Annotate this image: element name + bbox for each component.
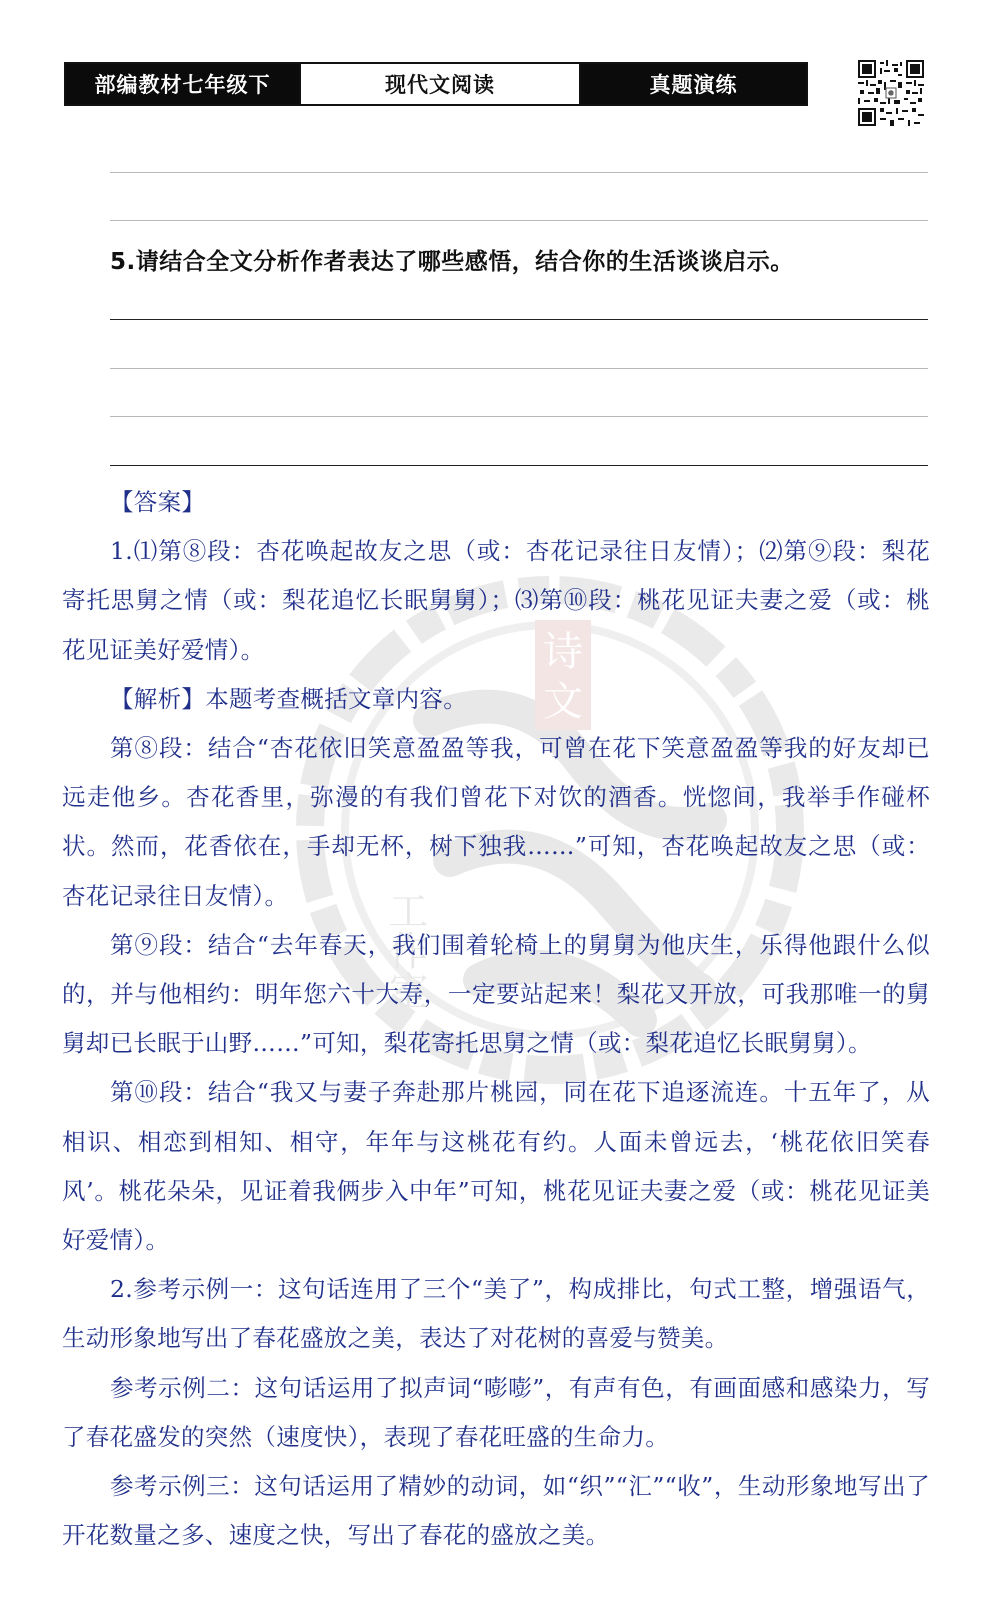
answer-line [110, 319, 928, 320]
header-grade-label: 部编教材七年级下 [66, 64, 299, 104]
watermark-seal-bottom: 文 [543, 679, 583, 725]
analysis-paragraph-8: 第⑧段：结合“杏花依旧笑意盈盈等我，可曾在花下笑意盈盈等我的好友却已远走他乡。杏花香里，弥漫的有我们曾花下对饮的酒香。恍惚间，我举手作碰杯状。然而，花香依在，手却无杯，树下独我……”可知，杏花唤起故友之思（或：杏花记录往日友情）。 [62, 734, 930, 910]
header-section-label: 现代文阅读 [299, 64, 581, 104]
answer-section [62, 478, 930, 1560]
header-practice-label: 真题演练 [581, 64, 806, 104]
analysis-intro: 【解析】本题考查概括文章内容。 [110, 684, 467, 713]
answer-line [110, 220, 928, 221]
answer-line [110, 368, 928, 369]
answer-line [110, 465, 928, 466]
analysis-paragraph-10: 第⑩段：结合“我又与妻子奔赴那片桃园，同在花下追逐流连。十五年了，从相识、相恋到相知、相守，年年与这桃花有约。人面未曾远去，‘桃花依旧笑春风’。桃花朵朵，见证着我俩步入中年”可知，桃花见证夫妻之爱（或：桃花见证美好爱情）。 [62, 1078, 930, 1255]
watermark-side-text: 工作室 [382, 890, 428, 1010]
question-5: 5.请结合全文分析作者表达了哪些感悟，结合你的生活谈谈启示。 [110, 249, 794, 275]
answer-heading: 【答案】 [110, 488, 206, 516]
answer-line [110, 172, 928, 173]
header-bar [64, 62, 808, 106]
answer-paragraph-1: 1.⑴第⑧段：杏花唤起故友之思（或：杏花记录往日友情）；⑵第⑨段：梨花寄托思舅之情（或：梨花追忆长眠舅舅）；⑶第⑩段：桃花见证夫妻之爱（或：桃花见证美好爱情）。 [62, 537, 930, 664]
answer-line [110, 416, 928, 417]
watermark-seal-top: 诗 [543, 629, 583, 675]
analysis-paragraph-9: 第⑨段：结合“去年春天，我们围着轮椅上的舅舅为他庆生，乐得他跟什么似的，并与他相约：明年您六十大寿，一定要站起来！梨花又开放，可我那唯一的舅舅却已长眠于山野……”可知，梨花寄托思舅之情（或：梨花追忆长眠舅舅）。 [62, 930, 930, 1058]
sample-answer-3: 参考示例三：这句话运用了精妙的动词，如“织”“汇”“收”，生动形象地写出了开花数量之多、速度之快，写出了春花的盛放之美。 [62, 1472, 930, 1550]
sample-answer-2: 参考示例二：这句话运用了拟声词“嘭嘭”，有声有色，有画面感和感染力，写了春花盛发的突然（速度快），表现了春花旺盛的生命力。 [62, 1373, 930, 1451]
qr-code-icon[interactable] [858, 60, 924, 126]
answer-paragraph-2: 2.参考示例一：这句话连用了三个“美了”，构成排比，句式工整，增强语气，生动形象地写出了春花盛放之美，表达了对花树的喜爱与赞美。 [62, 1275, 930, 1353]
